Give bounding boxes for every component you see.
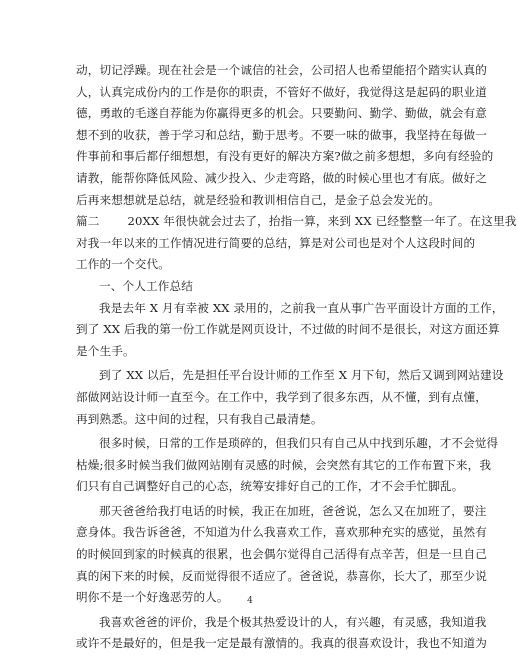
text-line: 部做网站设计师一直至今。在工作中，我学到了很多东西，从不懂，到有点懂，: [76, 389, 488, 404]
text-line: 是个生手。: [76, 343, 135, 358]
section-title-line: 工作的一个交代。: [76, 257, 170, 272]
text-line: 意身体。我告诉爸爸，不知道为什么我喜欢工作，喜欢那种充实的感觉，虽然有: [76, 525, 488, 540]
text-line: 我喜欢爸爸的评价，我是个极其热爱设计的人，有兴趣，有灵感，我知道我: [99, 614, 487, 629]
text-line: 的时候回到家的时候真的很累，也会偶尔觉得自己活得有点辛苦，但是一旦自己: [76, 547, 488, 562]
text-line: 人，认真完成份内的工作是你的职责，不管好不做好，我觉得这是起码的职业道: [76, 84, 488, 99]
text-line: 动，切记浮躁。现在社会是一个诚信的社会，公司招人也希望能招个踏实认真的: [76, 63, 488, 77]
section-title-line: [76, 211, 517, 233]
text-line: 想不到的收获，善于学习和总结，勤于思考。不要一味的做事，我坚持在每做一: [76, 127, 488, 142]
text-line: 件事前和事后都仔细想想，有没有更好的解决方案?做之前多想想，多向有经验的: [76, 149, 494, 164]
text-line: 那天爸爸给我打电话的时候，我正在加班，爸爸说，怎么又在加班了，要注: [99, 503, 487, 518]
section-title-text: 20XX 年很快就会过去了，抬指一算，来到 XX 已经整整一年了。在这里我: [127, 214, 517, 229]
section-heading: 一、个人工作总结: [99, 278, 193, 293]
text-line: 再到熟悉。这中间的过程，只有我自己最清楚。: [76, 411, 323, 426]
section-label: 篇二: [76, 214, 100, 229]
text-line: 我是去年 X 月有幸被 XX 录用的，之前我一直从事广告平面设计方面的工作，: [99, 300, 504, 315]
section-title-line: 对我一年以来的工作情况进行简要的总结，算是对公司也是对个人这段时间的: [76, 235, 476, 250]
text-line: 到了 XX 后我的第一份工作就是网页设计，不过做的时间不是很长，对这方面还算: [76, 322, 500, 337]
text-line: 明你不是一个好逸恶劳的人。: [76, 590, 229, 605]
text-line: 很多时候，日常的工作是琐碎的，但我们只有自己从中找到乐趣，才不会觉得: [99, 436, 499, 451]
text-line: 后再来想想就是总结，就是经验和教训相信自己，是金子总会发光的。: [76, 192, 441, 207]
page-number: 4: [247, 596, 253, 606]
document-page: [76, 60, 517, 655]
text-line: 德，勇敢的毛遂自荐能为你赢得更多的机会。只要勤问、勤学、勤做，就会有意: [76, 106, 488, 121]
text-line: 到了 XX 以后，先是担任平台设计师的工作至 X 月下旬，然后又调到网站建设: [99, 368, 504, 383]
text-line: 们只有自己调整好自己的心态，统筹安排好自己的工作，才不会手忙脚乱。: [76, 479, 464, 494]
text-line: 或许不是最好的，但是我一定是最有激情的。我真的很喜欢设计，我也不知道为: [76, 636, 488, 651]
text-line: 请教，能帮你降低风险、减少投入、少走弯路，做的时候心里也才有底。做好之: [76, 170, 488, 185]
text-line: 真的闲下来的时候，反而觉得很不适应了。爸爸说，恭喜你，长大了，那至少说: [76, 568, 488, 583]
text-line: 枯燥;很多时候当我们做网站刚有灵感的时候，会突然有其它的工作布置下来，我: [76, 457, 492, 472]
